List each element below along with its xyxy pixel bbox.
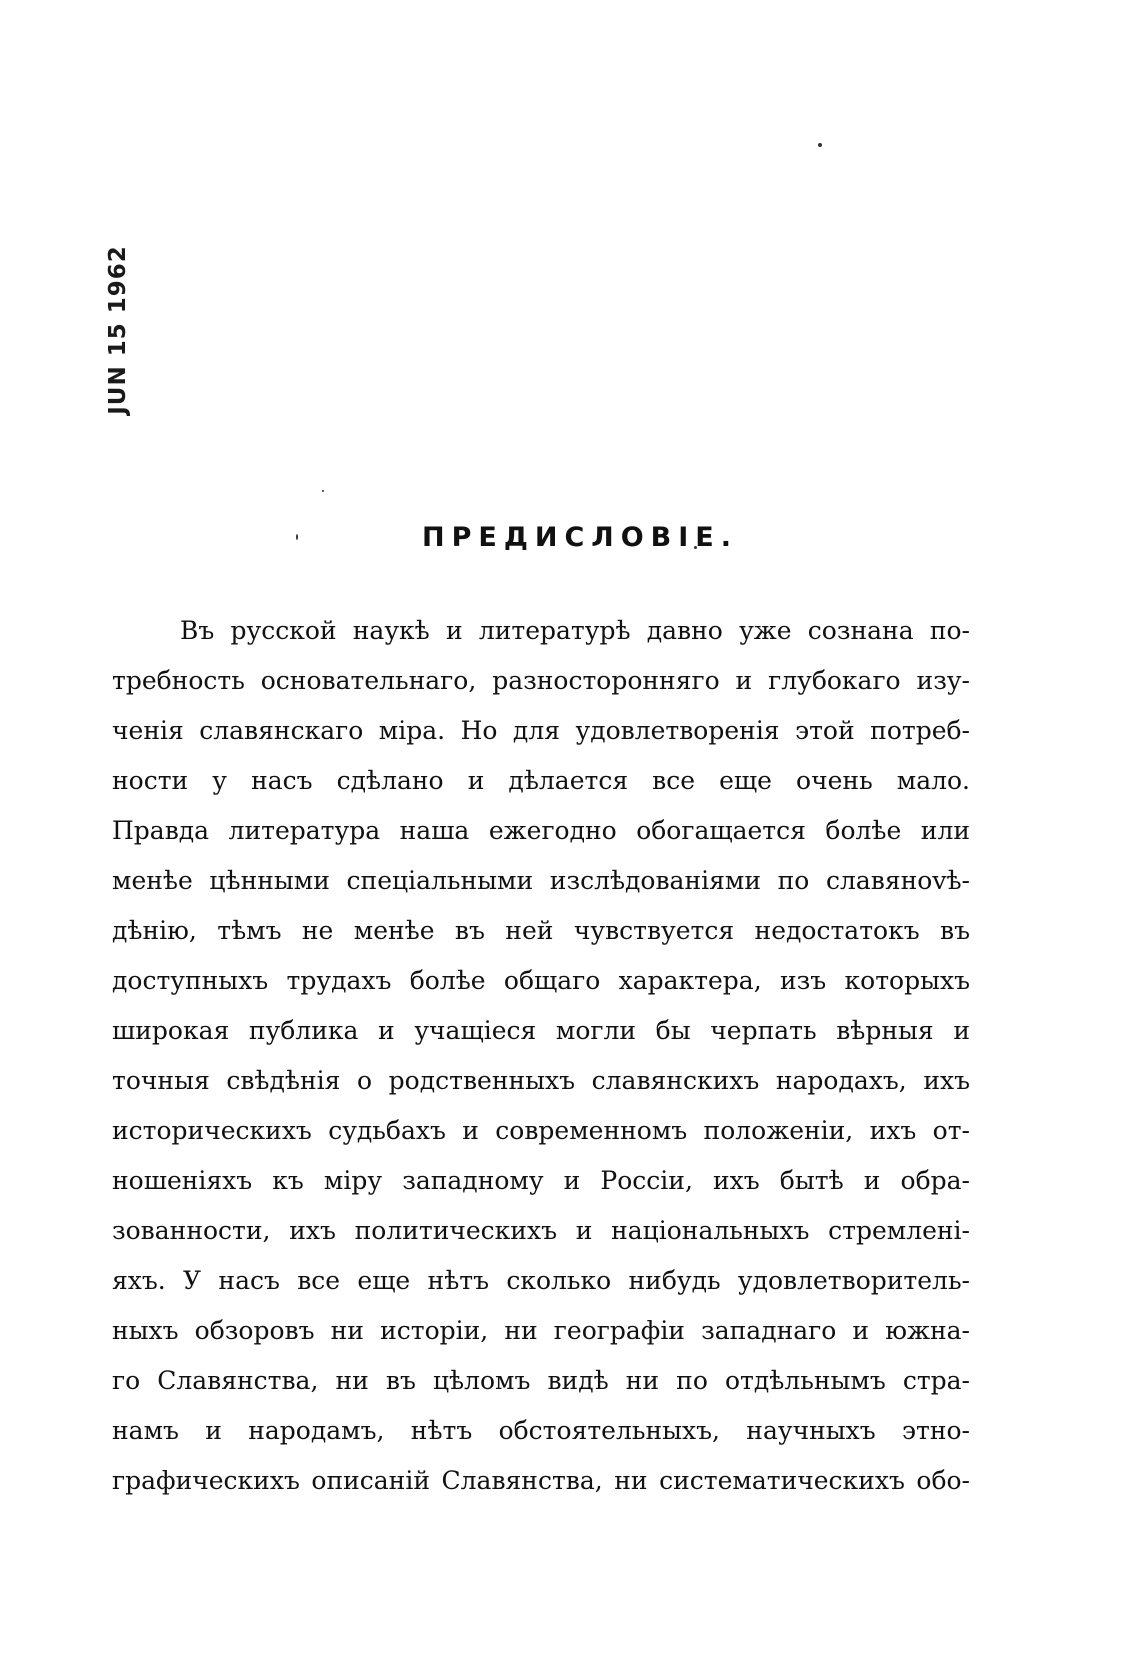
text-line: ныхъ обзоровъ ни исторіи, ни географіи западнаго и южна- bbox=[112, 1316, 970, 1345]
text-line: го Славянства, ни въ цѣломъ видѣ ни по отдѣльнымъ стра- bbox=[112, 1366, 970, 1395]
text-line: Правда литература наша ежегодно обогащается болѣе или bbox=[112, 816, 970, 845]
stamp-text: JUN 15 1962 bbox=[105, 245, 131, 415]
text-line: историческихъ судьбахъ и современномъ положеніи, ихъ от- bbox=[112, 1116, 970, 1145]
text-line: ношеніяхъ къ міру западному и Россіи, ихъ бытѣ и обра- bbox=[112, 1166, 970, 1195]
text-line: графическихъ описаній Славянства, ни систематическихъ обо- bbox=[112, 1466, 970, 1495]
preface-paragraph bbox=[112, 606, 970, 1506]
text-line: доступныхъ трудахъ болѣе общаго характера, изъ которыхъ bbox=[112, 966, 970, 995]
page-title: ПРЕДИСЛОВІЕ. bbox=[422, 522, 738, 553]
text-line: зованности, ихъ политическихъ и національныхъ стремлені- bbox=[112, 1216, 970, 1245]
text-line: ности у насъ сдѣлано и дѣлается все еще очень мало. bbox=[112, 766, 970, 795]
text-line: требность основательнаго, разносторонняго и глубокаго изу- bbox=[112, 666, 970, 695]
text-line: яхъ. У насъ все еще нѣтъ сколько нибудь удовлетворитель- bbox=[112, 1266, 970, 1295]
text-line: Въ русской наукѣ и литературѣ давно уже сознана по- bbox=[180, 616, 970, 645]
text-line: точныя свѣдѣнія о родственныхъ славянскихъ народахъ, ихъ bbox=[112, 1066, 970, 1095]
text-line: широкая публика и учащіеся могли бы черпать вѣрныя и bbox=[112, 1016, 970, 1045]
print-speck bbox=[818, 143, 822, 147]
print-speck bbox=[322, 490, 324, 492]
text-line: ченія славянскаго міра. Но для удовлетворенія этой потреб- bbox=[112, 716, 970, 745]
text-line: намъ и народамъ, нѣтъ обстоятельныхъ, научныхъ этно- bbox=[112, 1416, 970, 1445]
library-date-stamp bbox=[98, 200, 138, 460]
text-line: менѣе цѣнными спеціальными изслѣдованіями по славянovѣ- bbox=[112, 866, 970, 895]
text-line: дѣнію, тѣмъ не менѣе въ ней чувствуется недостатокъ въ bbox=[112, 916, 970, 945]
